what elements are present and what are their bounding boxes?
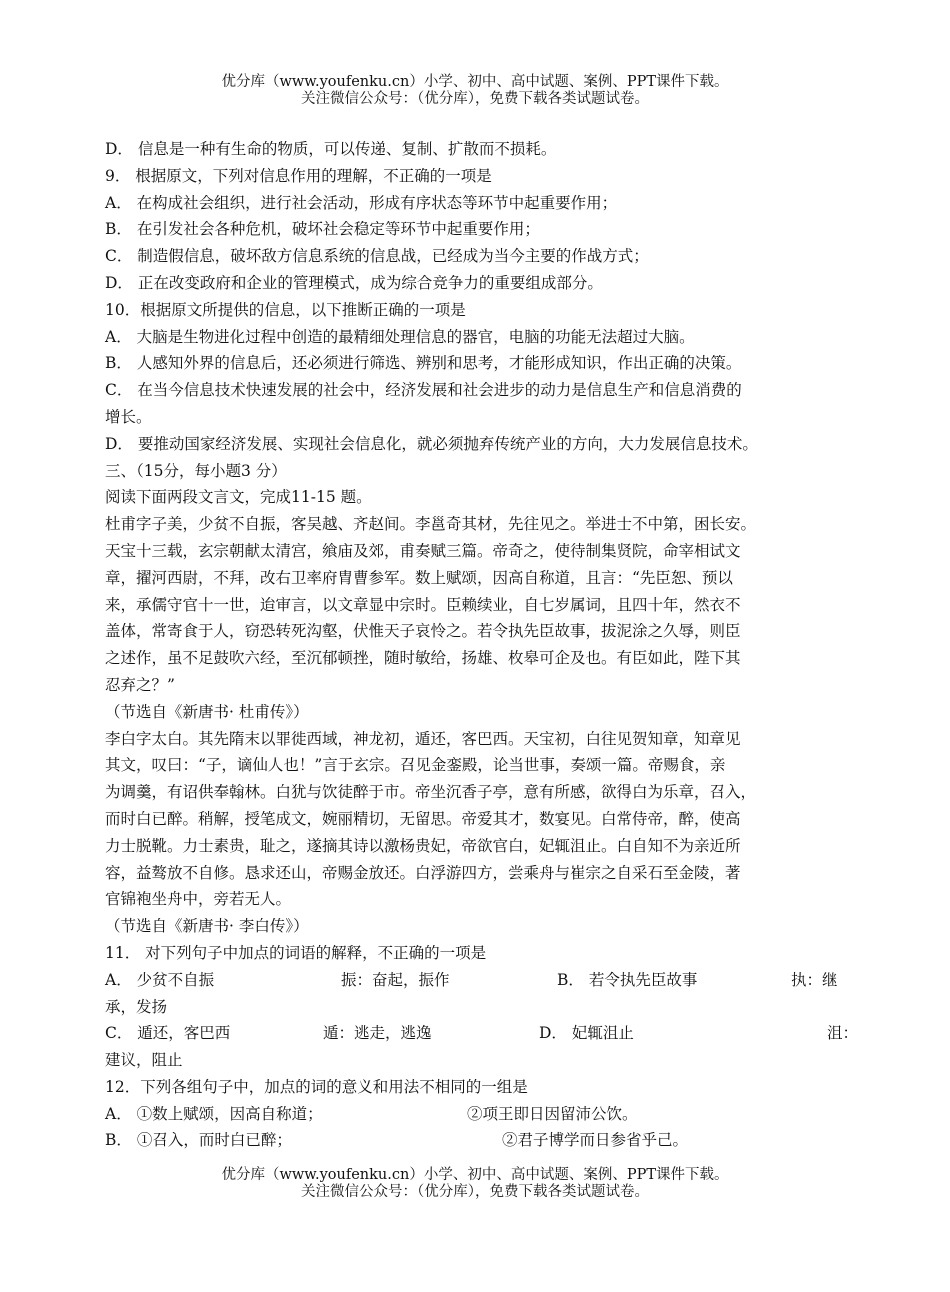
text-line: B． 人感知外界的信息后，还必须进行筛选、辨别和思考，才能形成知识，作出正确的决策。	[105, 354, 742, 373]
passage-line: 容，益骜放不自修。恳求还山，帝赐金放还。白浮游四方，尝乘舟与崔宗之自采石至金陵，著	[105, 863, 741, 882]
question-12-option-b	[105, 1127, 860, 1154]
q11-option-b-gloss: 执：继	[791, 970, 838, 989]
passage-line: 杜甫字子美，少贫不自振，客吴越、齐赵间。李邕奇其材，先往见之。举进士不中第，困长安。	[105, 515, 757, 534]
question-12-stem: 12．下列各组句子中，加点的词的意义和用法不相同的一组是	[105, 1077, 528, 1096]
passage-line: 为调羹，有诏供奉翰林。白犹与饮徒醉于市。帝坐沉香子亭，意有所感，欲得白为乐章，召入，	[105, 783, 757, 802]
q11-option-b: B． 若令执先臣故事	[557, 970, 698, 989]
header-line-1: 优分库（www.youfenku.cn）小学、初中、高中试题、案例、PPT课件下载。	[221, 74, 729, 90]
instructions: 阅读下面两段文言文，完成11-15 题。	[105, 488, 372, 507]
passage-line: 其文，叹曰：“子，谪仙人也！”言于玄宗。召见金銮殿，论当世事，奏颂一篇。帝赐食，亲	[105, 756, 726, 775]
text-line: A． 大脑是生物进化过程中创造的最精细处理信息的器官，电脑的功能无法超过大脑。	[105, 327, 695, 346]
question-11-stem: 11． 对下列句子中加点的词语的解释，不正确的一项是	[105, 943, 487, 962]
q12-option-b-second: ②君子博学而日参省乎己。	[502, 1131, 689, 1150]
source-citation: （节选自《新唐书· 李白传》）	[105, 917, 309, 936]
text-line: D． 正在改变政府和企业的管理模式，成为综合竞争力的重要组成部分。	[105, 273, 603, 292]
passage-line: 来，承儒守官十一世，迨审言，以文章显中宗时。臣赖续业，自七岁属词，且四十年，然衣不	[105, 595, 741, 614]
passage-line: 而时白已醉。稍解，授笔成文，婉丽精切，无留思。帝爱其才，数宴见。白常侍帝，醉，使高	[105, 809, 741, 828]
passage-line: 官锦袍坐舟中，旁若无人。	[105, 890, 292, 909]
q11-option-b-gloss-cont: 承，发扬	[105, 997, 168, 1016]
q11-option-a-gloss: 振：奋起，振作	[341, 970, 450, 989]
text-line: D． 信息是一种有生命的物质，可以传递、复制、扩散而不损耗。	[105, 140, 557, 158]
question-9-stem: 9． 根据原文，下列对信息作用的理解，不正确的一项是	[105, 166, 492, 185]
q12-option-a-first: A． ①数上赋颂，因高自称道；	[105, 1104, 323, 1123]
passage-line: 力士脱靴。力士素贵，耻之，遂摘其诗以激杨贵妃，帝欲官白，妃辄沮止。白自知不为亲近所	[105, 836, 741, 855]
question-12-option-a	[105, 1101, 860, 1128]
q12-option-a-second: ②项王即日因留沛公饮。	[467, 1104, 638, 1123]
q11-option-c-gloss: 遁：逃走，逃逸	[323, 1024, 432, 1043]
text-line: 增长。	[105, 407, 152, 426]
q12-option-b-first: B． ①召入，而时白已醉；	[105, 1131, 292, 1150]
document-body	[105, 136, 860, 1154]
q11-option-a: A． 少贫不自振	[105, 970, 215, 989]
q11-option-d-gloss-cont: 建议，阻止	[105, 1051, 183, 1070]
q11-option-d-gloss: 沮：	[827, 1024, 859, 1043]
q11-option-d: D． 妃辄沮止	[539, 1024, 634, 1043]
page-header	[0, 74, 950, 108]
passage-line: 忍弃之？”	[105, 675, 175, 694]
page-footer	[0, 1167, 950, 1201]
passage-line: 盖体，常寄食于人，窃恐转死沟壑，伏惟天子哀怜之。若令执先臣故事，拔泥涂之久辱，则臣	[105, 622, 741, 641]
passage-line: 章，擢河西尉，不拜，改右卫率府胄曹参军。数上赋颂，因高自称道，且言：“先臣恕、预以	[105, 568, 733, 587]
text-line: C． 制造假信息，破坏敌方信息系统的信息战，已经成为当今主要的作战方式；	[105, 247, 649, 266]
passage-line: 李白字太白。其先隋末以罪徙西域，神龙初，遁还，客巴西。天宝初，白往见贺知章，知章见	[105, 729, 741, 748]
footer-line-2: 关注微信公众号：（优分库），免费下载各类试题试卷。	[301, 1184, 649, 1200]
text-line: A． 在构成社会组织，进行社会活动，形成有序状态等环节中起重要作用；	[105, 193, 618, 212]
passage-line: 之述作，虽不足鼓吹六经，至沉郁顿挫，随时敏给，扬雄、枚皋可企及也。有臣如此，陛下其	[105, 649, 741, 668]
question-11-options-ab	[105, 967, 860, 994]
source-citation: （节选自《新唐书· 杜甫传》）	[105, 702, 309, 721]
text-line: D． 要推动国家经济发展、实现社会信息化，就必须抛弃传统产业的方向，大力发展信息技术。	[105, 434, 758, 453]
passage-line: 天宝十三载，玄宗朝献太清宫，飨庙及郊，甫奏赋三篇。帝奇之，使待制集贤院，命宰相试文	[105, 541, 741, 560]
header-line-2: 关注微信公众号：（优分库），免费下载各类试题试卷。	[301, 91, 649, 107]
section-heading: 三、（15分，每小题3 分）	[105, 461, 287, 480]
q11-option-c: C． 遁还，客巴西	[105, 1024, 231, 1043]
question-11-options-cd	[105, 1020, 860, 1047]
text-line: B． 在引发社会各种危机，破坏社会稳定等环节中起重要作用；	[105, 220, 540, 239]
question-10-stem: 10．根据原文所提供的信息，以下推断正确的一项是	[105, 300, 466, 319]
footer-line-1: 优分库（www.youfenku.cn）小学、初中、高中试题、案例、PPT课件下载。	[221, 1167, 729, 1183]
text-line: C． 在当今信息技术快速发展的社会中，经济发展和社会进步的动力是信息生产和信息消费的	[105, 381, 742, 400]
